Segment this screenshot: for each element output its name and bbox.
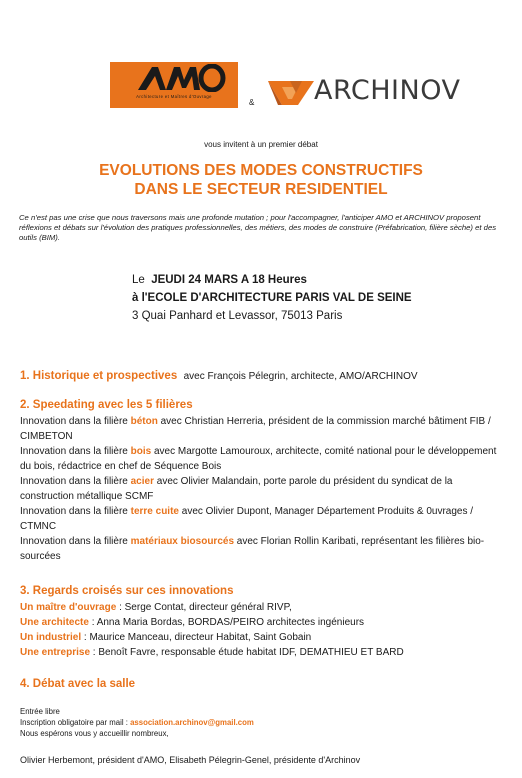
invite-text: vous invitent à un premier débat [204, 140, 318, 149]
title-line-1: EVOLUTIONS DES MODES CONSTRUCTIFS [99, 162, 423, 179]
signature: Olivier Herbemont, président d'AMO, Elisabeth Pélegrin-Genel, présidente d'Archinov [20, 755, 361, 765]
list-item: Innovation dans la filière bois avec Margotte Lamouroux, architecte, comité national pour le développement du bois, rédactrice en chef de Séquence Bois [20, 446, 497, 472]
event-date: JEUDI 24 MARS A 18 Heures [151, 274, 307, 286]
section-2-list [20, 414, 502, 564]
list-item: Innovation dans la filière béton avec Christian Herreria, président de la commission marché bâtiment FIB / CIMBETON [20, 416, 491, 442]
event-le: Le [132, 274, 145, 286]
list-item: Innovation dans la filière terre cuite avec Olivier Dupont, Manager Département Produits & 0uvrages / CTMNC [20, 506, 474, 532]
list-item: Innovation dans la filière acier avec Olivier Malandain, porte parole du président du syndicat de la construction métallique SCMF [20, 476, 453, 502]
event-details [132, 271, 412, 325]
section-3-title: 3. Regards croisés sur ces innovations [20, 585, 234, 597]
list-item: Une entreprise : Benoît Favre, responsable étude habitat IDF, DEMATHIEU ET BARD [20, 647, 404, 658]
archinov-logo-mark [268, 79, 314, 105]
section-1 [20, 368, 418, 385]
section-3-list [20, 600, 502, 660]
email-link[interactable]: association.archinov@gmail.com [130, 718, 254, 727]
archinov-logo-text: ARCHINOV [314, 75, 461, 106]
footer [20, 706, 254, 739]
welcome-text: Nous espérons vous y accueillir nombreux, [20, 729, 169, 738]
list-item: Un maître d'ouvrage : Serge Contat, directeur général RIVP, [20, 602, 292, 613]
entry-text: Entrée libre [20, 707, 60, 716]
amo-subtitle: Architecture et Maîtres d'Ouvrage [136, 94, 212, 99]
ampersand: & [249, 98, 255, 107]
section-2-title: 2. Speedating avec les 5 filières [20, 399, 193, 411]
title-line-2: DANS LE SECTEUR RESIDENTIEL [134, 181, 388, 198]
page-title [0, 161, 522, 199]
event-address: 3 Quai Panhard et Levassor, 75013 Paris [132, 310, 343, 322]
amo-logo-mark [120, 64, 228, 92]
amo-logo-text: AMO [120, 64, 123, 65]
list-item: Un industriel : Maurice Manceau, directeur Habitat, Saint Gobain [20, 632, 312, 643]
section-1-detail: avec François Pélegrin, architecte, AMO/ARCHINOV [183, 371, 418, 382]
registration-text: Inscription obligatoire par mail : [20, 718, 131, 727]
list-item: Innovation dans la filière matériaux biosourcés avec Florian Rollin Karibati, représentant les filières bio-sourcées [20, 536, 485, 562]
intro-paragraph: Ce n'est pas une crise que nous traversons mais une profonde mutation ; pour l'accompagner, l'anticiper AMO et ARCHINOV proposent réflexions et débats sur l'évolution des pratiques professionnelles, des métiers, des modes de construire (Préfabrication, filière sèche) et des outils (BIM). [19, 213, 497, 242]
section-4-title: 4. Débat avec la salle [20, 678, 136, 690]
section-1-title: 1. Historique et prospectives [20, 370, 178, 382]
event-venue: à l'ECOLE D'ARCHITECTURE PARIS VAL DE SEINE [132, 292, 412, 304]
list-item: Une architecte : Anna Maria Bordas, BORDAS/PEIRO architectes ingénieurs [20, 617, 365, 628]
